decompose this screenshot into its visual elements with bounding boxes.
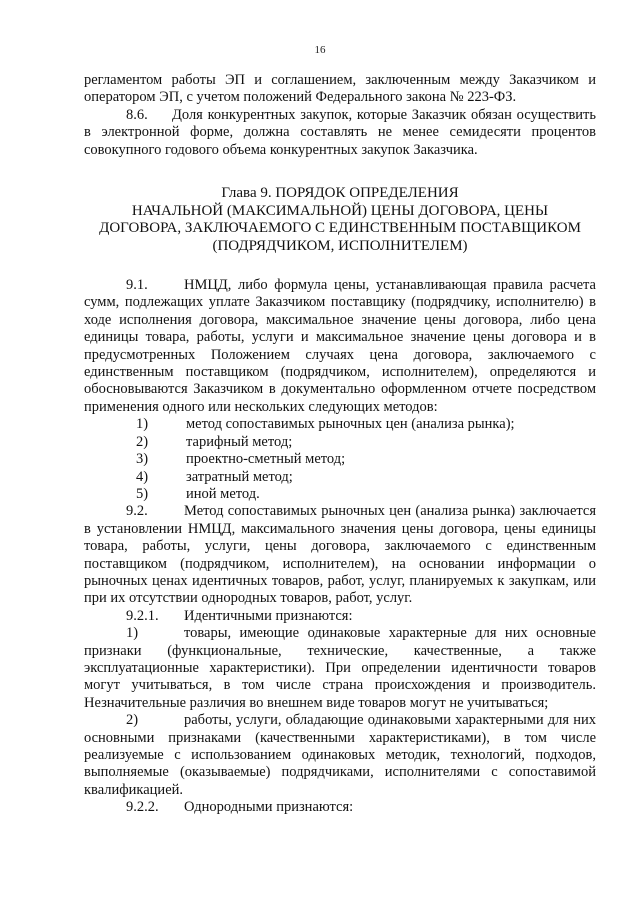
list-item-text: затратный метод; [186,468,293,485]
list-item [84,469,596,486]
clause-number: 9.2. [126,503,148,520]
chapter-title-line-4: (ПОДРЯДЧИКОМ, ИСПОЛНИТЕЛЕМ) [212,237,468,254]
chapter-title-line-3: ДОГОВОРА, ЗАКЛЮЧАЕМОГО С ЕДИНСТВЕННЫМ ПОСТАВЩИКОМ [99,220,581,237]
clause-text: Однородными признаются: [184,799,354,816]
list-item-number: 5) [136,485,149,502]
list-item [84,451,596,468]
chapter-title-line-1: Глава 9. ПОРЯДОК ОПРЕДЕЛЕНИЯ [221,185,459,202]
clause-text: Метод сопоставимых рыночных цен (анализа рынка) заключается в установлении НМЦД, максимального значения цены договора, цены единицы товара, работы, услуги, цены договора, заключаемого с единственным поставщиком (подрядчиком, исполнителем), на основании информации о рыночных ценах идентичных товаров, работ, услуг, планируемых к закупкам, или при их отсутствии однородных товаров, работ, услуг. [84,503,596,607]
paragraph-continued: регламентом работы ЭП и соглашением, заключенным между Заказчиком и оператором ЭП, с учетом положений Федерального закона № 223-ФЗ. [84,72,596,106]
clause-number: 9.2.2. [126,799,159,816]
list-item [84,434,596,451]
list-item [84,416,596,433]
list-item [84,625,596,712]
list-item-number: 4) [136,468,149,485]
list-item-text: метод сопоставимых рыночных цен (анализа рынка); [186,416,515,433]
clause-number: 9.1. [126,277,148,294]
paragraph-9-2-2 [84,799,596,816]
paragraph-9-2 [84,503,596,607]
clause-text: Идентичными признаются: [184,607,353,624]
list-item-text: тарифный метод; [186,433,293,450]
paragraph-9-2-1 [84,608,596,625]
list-item-number: 1) [126,625,139,642]
list-item-text: работы, услуги, обладающие одинаковыми характерными для них основными признаками (качественными характеристиками), в том числе реализуемые с использованием одинаковых методик, технологий, подходов, выполняемые (оказываемые) подрядчиками, исполнителями с сопоставимой квалификацией. [84,712,596,798]
list-item-text: проектно-сметный метод; [186,451,346,468]
list-item-number: 2) [136,433,149,450]
page-number: 16 [314,44,326,56]
clause-number: 8.6. [126,106,148,123]
list-item-number: 2) [126,712,139,729]
paragraph-8-6 [84,107,596,159]
chapter-title-line-2: НАЧАЛЬНОЙ (МАКСИМАЛЬНОЙ) ЦЕНЫ ДОГОВОРА, ЦЕНЫ [131,202,549,219]
methods-list [84,416,596,503]
document-body [84,72,596,817]
paragraph-9-1 [84,277,596,416]
clause-text: НМЦД, либо формула цены, устанавливающая правила расчета сумм, подлежащих уплате Заказчиком поставщику (подрядчику, исполнителю) в ходе исполнения договора, максимальное значение цены договора, либо цена единицы товара, работы, услуги и максимальное значение цены договора и в предусмотренных Положением случаях цена договора, заключаемого с единственным поставщиком (подрядчиком, исполнителем), определяются и обосновываются Заказчиком в документально оформленном отчете посредством применения одного или нескольких следующих методов: [84,277,596,415]
list-item [84,712,596,799]
list-item [84,486,596,503]
clause-text: Доля конкурентных закупок, которые Заказчик обязан осуществить в электронной форме, должна составлять не менее семидесяти процентов совокупного годового объема конкурентных закупок Заказчика. [84,106,596,158]
clause-number: 9.2.1. [126,607,159,624]
list-item-text: товары, имеющие одинаковые характерные для них основные признаки (функциональные, технические, качественные, а также эксплуатационные характеристики). При определении идентичности товаров могут учитываться, в том числе страна происхождения и производитель. Незначительные различия во внешнем виде товаров могут не учитываться; [84,625,596,711]
chapter-heading [84,185,596,255]
list-item-text: иной метод. [186,485,260,502]
list-item-number: 3) [136,451,149,468]
list-item-number: 1) [136,416,149,433]
